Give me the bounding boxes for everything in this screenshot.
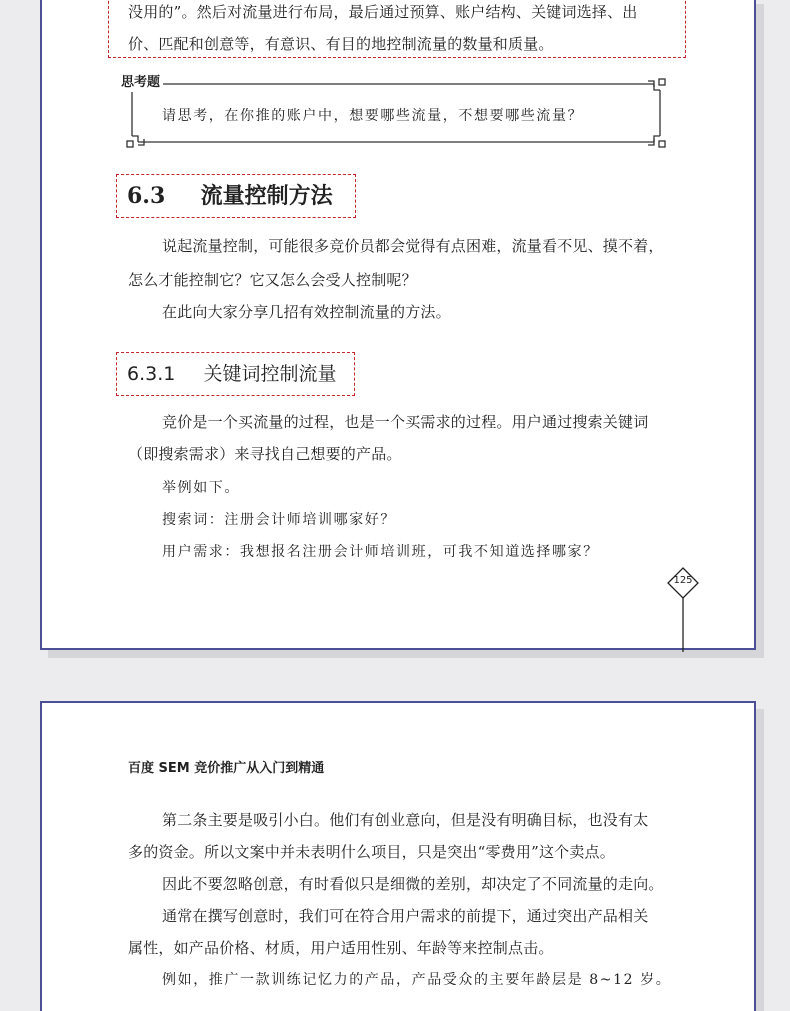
summary-line-1: 没用的”。然后对流量进行布局，最后通过预算、账户结构、关键词选择、出	[128, 3, 638, 21]
paragraph-line: 怎么才能控制它？它又怎么会受人控制呢？	[128, 271, 417, 289]
paragraph-line: 属性，如产品价格、材质，用户适用性别、年龄等来控制点击。	[128, 939, 554, 957]
section-title: 流量控制方法	[200, 183, 333, 209]
running-header: 百度 SEM 竞价推广从入门到精通	[128, 761, 325, 776]
section-number: 6.3	[127, 183, 166, 209]
think-box-title: 思考题	[118, 74, 163, 92]
section-6-3-1-heading	[116, 352, 355, 396]
paragraph-line: 竞价是一个买流量的过程，也是一个买需求的过程。用户通过搜索关键词	[162, 413, 649, 431]
example-intro: 举例如下。	[162, 480, 240, 496]
paragraph-line: （即搜索需求）来寻找自己想要的产品。	[128, 445, 402, 463]
paragraph-line: 第二条主要是吸引小白。他们有创业意向，但是没有明确目标，也没有太	[162, 811, 649, 829]
example-user-need: 用户需求：我想报名注册会计师培训班，可我不知道选择哪家？	[162, 544, 599, 560]
example-search-term: 搜索词：注册会计师培训哪家好？	[162, 512, 396, 528]
paragraph-line: 在此向大家分享几招有效控制流量的方法。	[162, 303, 451, 321]
subsection-number: 6.3.1	[127, 363, 176, 385]
think-box-question: 请思考，在你推的账户中，想要哪些流量，不想要哪些流量？	[162, 108, 584, 124]
paragraph-line: 通常在撰写创意时，我们可在符合用户需求的前提下，通过突出产品相关	[162, 907, 649, 925]
page-number: 125	[673, 575, 693, 586]
summary-line-2: 价、匹配和创意等，有意识、有目的地控制流量的数量和质量。	[128, 35, 554, 53]
paragraph-line: 因此不要忽略创意，有时看似只是细微的差别，却决定了不同流量的走向。	[162, 875, 664, 893]
paragraph-line: 说起流量控制，可能很多竞价员都会觉得有点困难，流量看不见、摸不着，	[162, 237, 664, 255]
paragraph-line: 多的资金。所以文案中并未表明什么项目，只是突出“零费用”这个卖点。	[128, 843, 615, 861]
subsection-title: 关键词控制流量	[203, 363, 337, 385]
paragraph-line: 例如，推广一款训练记忆力的产品，产品受众的主要年龄层是 8~12 岁。	[162, 972, 672, 988]
section-6-3-heading	[116, 174, 356, 218]
